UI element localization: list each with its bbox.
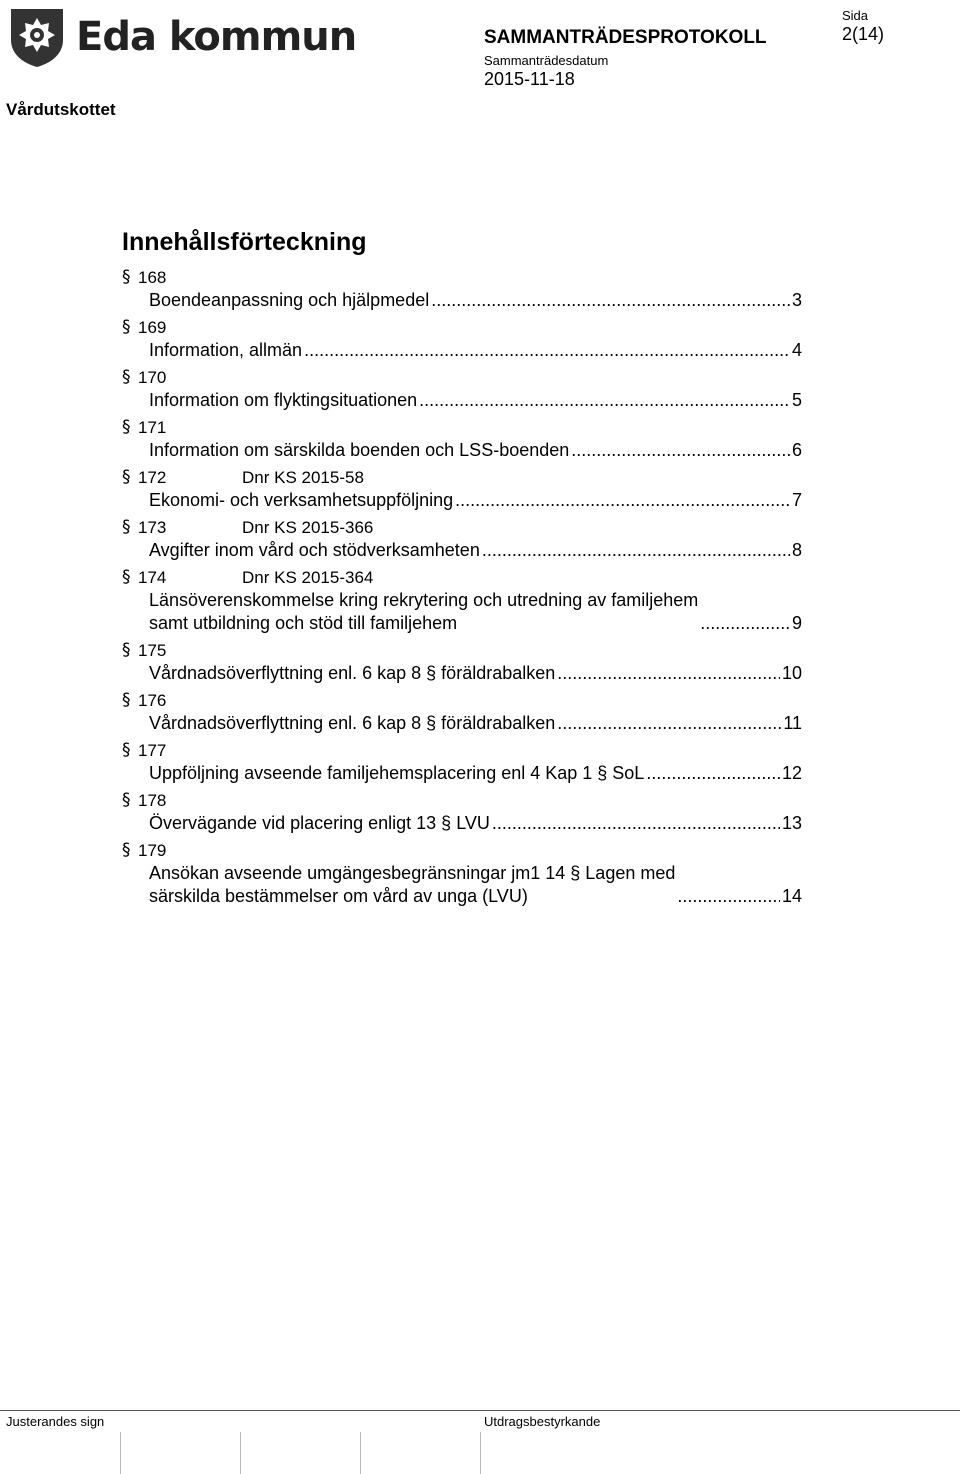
toc-heading: Innehållsförteckning: [122, 228, 367, 256]
toc-entry-title[interactable]: Övervägande vid placering enligt 13 § LVU: [149, 813, 490, 833]
toc-leader-dots: [557, 662, 780, 685]
toc-leader-dots: [677, 885, 780, 908]
toc-entry-number: 170: [138, 368, 167, 387]
certification-box: [480, 1432, 481, 1474]
table-of-contents: [122, 266, 802, 912]
page-number: 2(14): [842, 24, 885, 44]
toc-entry-title[interactable]: Information om flyktingsituationen: [149, 390, 418, 410]
toc-leader-dots: [431, 289, 790, 312]
toc-leader-dots: [492, 812, 780, 835]
toc-entry-header: [122, 566, 802, 589]
toc-entry[interactable]: [122, 566, 802, 635]
toc-entry-page[interactable]: 7: [791, 490, 802, 510]
toc-entry-page[interactable]: 4: [791, 340, 802, 360]
toc-entry-title[interactable]: Information om särskilda boenden och LSS-boenden: [149, 440, 570, 460]
toc-entry[interactable]: [122, 839, 802, 908]
toc-entry-number: 178: [138, 791, 167, 810]
toc-entry-title[interactable]: Ekonomi- och verksamhetsuppföljning: [149, 490, 454, 510]
toc-entry-header: [122, 316, 802, 339]
toc-entry-page[interactable]: 8: [791, 540, 802, 560]
toc-leader-dots: [482, 539, 790, 562]
toc-leader-dots: [455, 489, 790, 512]
toc-entry[interactable]: [122, 316, 802, 362]
section-sign: §: [122, 567, 131, 587]
signature-box: [120, 1432, 121, 1474]
signature-box: [360, 1432, 361, 1474]
toc-entry[interactable]: [122, 639, 802, 685]
section-sign: §: [122, 690, 131, 710]
toc-entry[interactable]: [122, 266, 802, 312]
toc-entry[interactable]: [122, 366, 802, 412]
toc-entry-title-row: [149, 589, 802, 635]
toc-entry-title-row: [149, 762, 802, 785]
toc-entry-header: [122, 839, 802, 862]
toc-entry-header: [122, 366, 802, 389]
toc-entry-number: 168: [138, 268, 167, 287]
toc-entry-header: [122, 466, 802, 489]
section-sign: §: [122, 467, 131, 487]
toc-entry[interactable]: [122, 689, 802, 735]
toc-entry-title[interactable]: Vårdnadsöverflyttning enl. 6 kap 8 § föräldrabalken: [149, 663, 556, 683]
toc-entry-title-row: [149, 712, 802, 735]
toc-entry[interactable]: [122, 739, 802, 785]
footer-divider: [0, 1410, 960, 1411]
committee-name: Vårdutskottet: [6, 100, 116, 119]
toc-entry-title[interactable]: Vårdnadsöverflyttning enl. 6 kap 8 § föräldrabalken: [149, 713, 556, 733]
toc-entry-page[interactable]: 11: [783, 713, 802, 733]
toc-entry-title[interactable]: Avgifter inom vård och stödverksamheten: [149, 540, 480, 560]
toc-entry-page[interactable]: 9: [791, 613, 802, 633]
toc-entry-title[interactable]: Länsöverenskommelse kring rekrytering och utredning av familjehem samt utbildning och stöd till familjehem: [149, 590, 699, 633]
toc-entry-title-row: [149, 862, 802, 908]
toc-entry-number: 179: [138, 841, 167, 860]
toc-entry-number: 173: [138, 518, 167, 537]
toc-entry-dnr: Dnr KS 2015-366: [242, 518, 374, 537]
section-sign: §: [122, 267, 131, 287]
toc-entry-number: 176: [138, 691, 167, 710]
toc-entry-page[interactable]: 6: [791, 440, 802, 460]
meeting-date: 2015-11-18: [484, 69, 575, 89]
municipality-logo: [8, 6, 356, 68]
toc-entry[interactable]: [122, 516, 802, 562]
toc-entry-header: [122, 516, 802, 539]
toc-leader-dots: [419, 389, 790, 412]
meeting-date-label: Sammanträdesdatum: [484, 53, 609, 68]
footer-certification-label: Utdragsbestyrkande: [484, 1414, 601, 1429]
toc-entry[interactable]: [122, 466, 802, 512]
toc-leader-dots: [646, 762, 780, 785]
toc-entry-page[interactable]: 12: [781, 763, 802, 783]
toc-entry-header: [122, 266, 802, 289]
toc-entry-dnr: Dnr KS 2015-364: [242, 568, 374, 587]
toc-entry-number: 172: [138, 468, 167, 487]
toc-entry-number: 169: [138, 318, 167, 337]
toc-entry-title-row: [149, 662, 802, 685]
section-sign: §: [122, 640, 131, 660]
page-label: Sida: [842, 8, 869, 23]
toc-entry-number: 175: [138, 641, 167, 660]
toc-entry-header: [122, 789, 802, 812]
toc-entry-header: [122, 416, 802, 439]
section-sign: §: [122, 417, 131, 437]
toc-entry-title-row: [149, 289, 802, 312]
org-name: Eda kommun: [76, 14, 357, 60]
section-sign: §: [122, 367, 131, 387]
section-sign: §: [122, 740, 131, 760]
section-sign: §: [122, 517, 131, 537]
toc-entry-title-row: [149, 812, 802, 835]
section-sign: §: [122, 317, 131, 337]
toc-entry-title-row: [149, 339, 802, 362]
toc-leader-dots: [557, 712, 781, 735]
toc-leader-dots: [700, 612, 790, 635]
toc-entry-dnr: Dnr KS 2015-58: [242, 468, 364, 487]
toc-entry-page[interactable]: 13: [781, 813, 802, 833]
toc-entry-page[interactable]: 10: [781, 663, 802, 683]
toc-entry[interactable]: [122, 789, 802, 835]
toc-entry-title[interactable]: Uppföljning avseende familjehemsplacering enl 4 Kap 1 § SoL: [149, 763, 645, 783]
toc-entry-number: 171: [138, 418, 167, 437]
toc-entry-header: [122, 639, 802, 662]
toc-entry-title-row: [149, 439, 802, 462]
toc-entry-title-row: [149, 539, 802, 562]
toc-entry-page[interactable]: 14: [781, 886, 802, 906]
signature-box: [240, 1432, 241, 1474]
toc-entry-header: [122, 739, 802, 762]
toc-entry-page[interactable]: 3: [791, 290, 802, 310]
document-type: SAMMANTRÄDESPROTOKOLL: [484, 27, 767, 48]
toc-entry-number: 174: [138, 568, 167, 587]
toc-entry-title[interactable]: Ansökan avseende umgängesbegränsningar jm1 14 § Lagen med särskilda bestämmelser om vård av unga (LVU): [149, 863, 676, 906]
footer-signature-label: Justerandes sign: [6, 1414, 105, 1429]
toc-entry-title[interactable]: Boendeanpassning och hjälpmedel: [149, 290, 430, 310]
toc-entry-title-row: [149, 389, 802, 412]
municipal-shield-icon: [8, 6, 66, 68]
section-sign: §: [122, 840, 131, 860]
toc-entry-header: [122, 689, 802, 712]
toc-entry-title[interactable]: Information, allmän: [149, 340, 303, 360]
toc-entry-number: 177: [138, 741, 167, 760]
section-sign: §: [122, 790, 131, 810]
toc-leader-dots: [304, 339, 790, 362]
toc-entry[interactable]: [122, 416, 802, 462]
toc-entry-title-row: [149, 489, 802, 512]
toc-leader-dots: [571, 439, 790, 462]
toc-entry-page[interactable]: 5: [791, 390, 802, 410]
